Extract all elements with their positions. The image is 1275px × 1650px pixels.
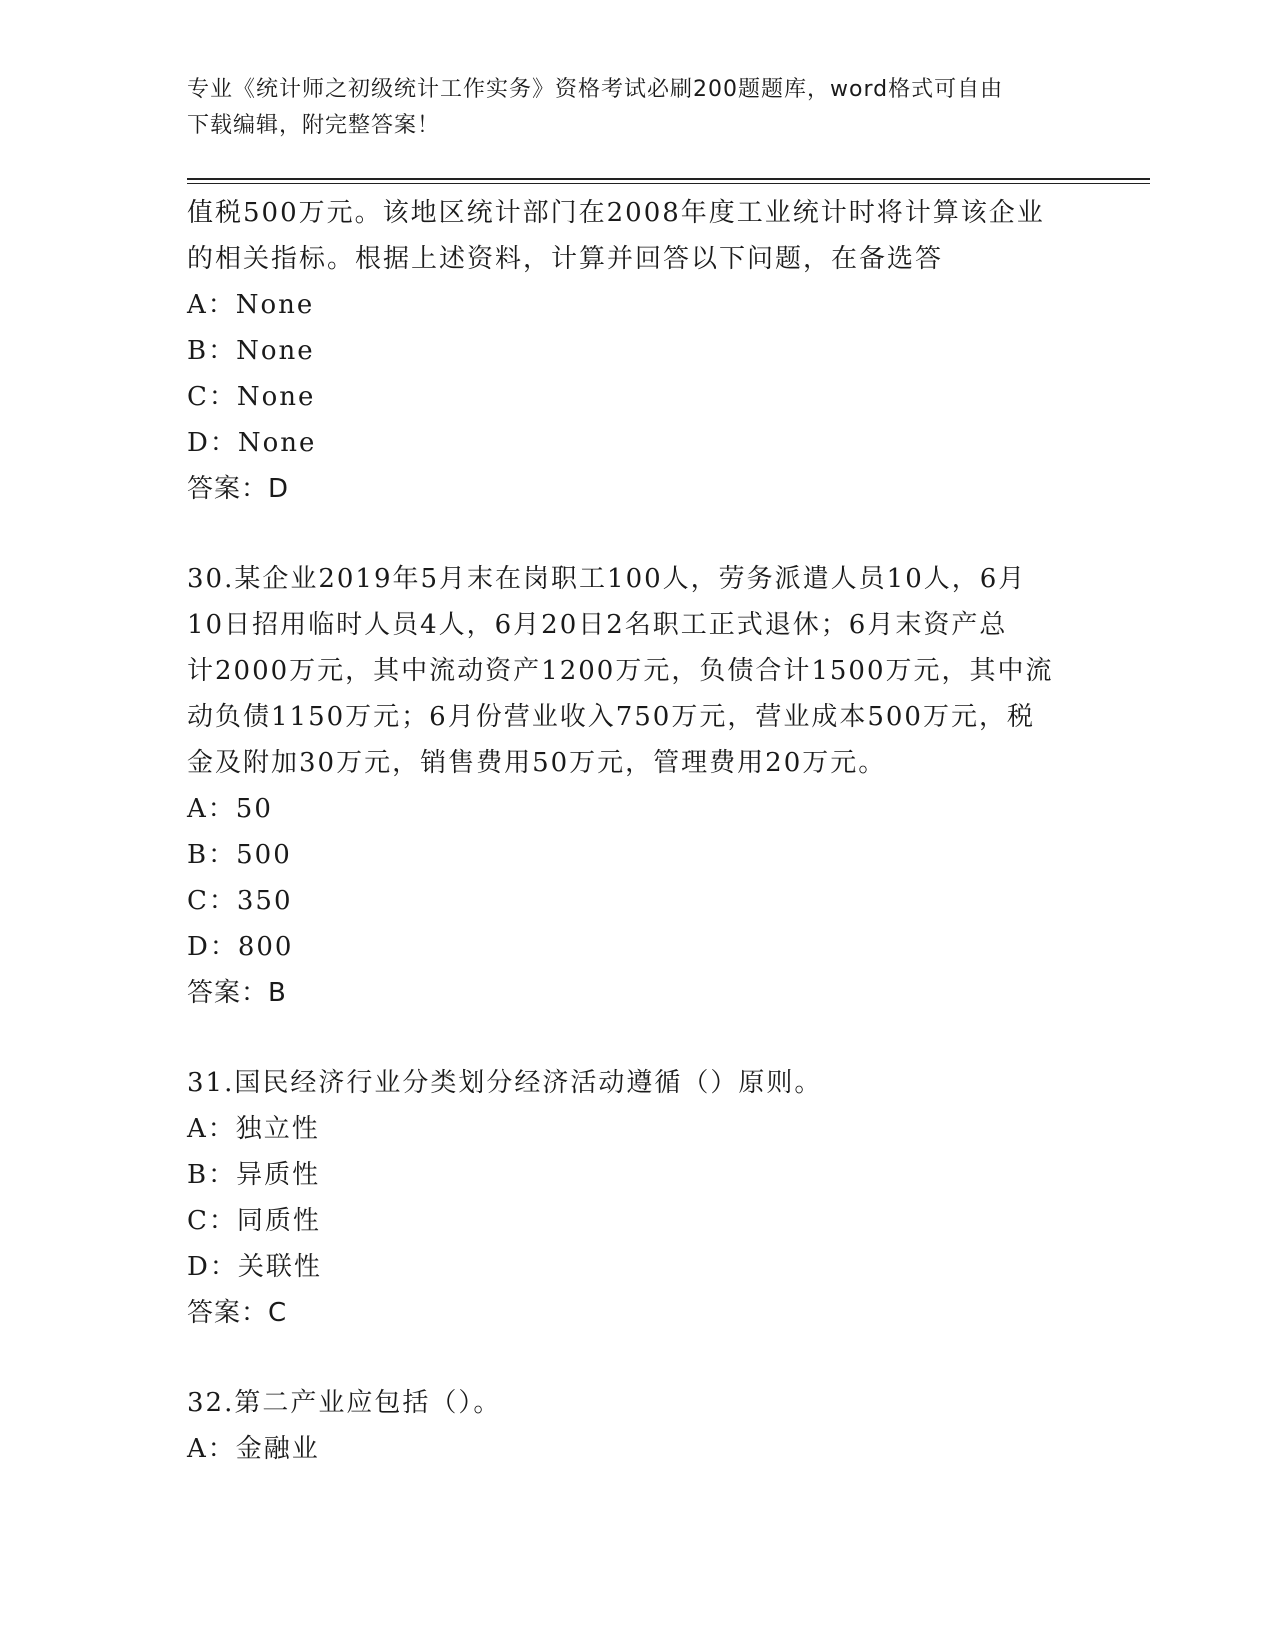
question-31	[187, 1060, 1087, 1336]
question-29-option-a: A：None	[187, 290, 315, 320]
question-30-option-c: C：350	[187, 886, 293, 916]
spacer	[187, 512, 1087, 556]
question-30-stem-line-1: 30.某企业2019年5月末在岗职工100人，劳务派遣人员10人，6月	[187, 564, 1027, 594]
question-30-stem-line-4: 动负债1150万元；6月份营业收入750万元，营业成本500万元，税	[187, 702, 1035, 732]
question-29-option-d: D：None	[187, 428, 317, 458]
header-divider-thick	[187, 178, 1150, 180]
document-header	[187, 72, 1087, 144]
header-line-1: 专业《统计师之初级统计工作实务》资格考试必刷200题题库，word格式可自由	[187, 77, 1004, 102]
question-30-stem-line-2: 10日招用临时人员4人，6月20日2名职工正式退休；6月末资产总	[187, 610, 1008, 640]
question-29-option-c: C：None	[187, 382, 316, 412]
question-29-stem-line-1: 值税500万元。该地区统计部门在2008年度工业统计时将计算该企业	[187, 198, 1045, 228]
question-30-stem-line-3: 计2000万元，其中流动资产1200万元，负债合计1500万元，其中流	[187, 656, 1054, 686]
question-30-option-b: B：500	[187, 840, 292, 870]
spacer	[187, 1336, 1087, 1380]
question-31-answer: 答案：C	[187, 1298, 288, 1328]
question-30-answer: 答案：B	[187, 978, 287, 1008]
question-29	[187, 190, 1087, 512]
question-29-answer: 答案：D	[187, 474, 290, 504]
question-30-option-d: D：800	[187, 932, 294, 962]
question-31-option-c: C：同质性	[187, 1206, 321, 1236]
question-29-stem-line-2: 的相关指标。根据上述资料，计算并回答以下问题，在备选答	[187, 244, 944, 274]
question-31-option-a: A：独立性	[187, 1114, 320, 1144]
question-30-option-a: A：50	[187, 794, 273, 824]
question-31-option-d: D：关联性	[187, 1252, 322, 1282]
question-31-stem: 31.国民经济行业分类划分经济活动遵循（）原则。	[187, 1068, 823, 1098]
question-31-option-b: B：异质性	[187, 1160, 321, 1190]
header-divider-thin	[187, 183, 1150, 184]
question-30	[187, 556, 1087, 1016]
question-32-option-a: A：金融业	[187, 1434, 320, 1464]
question-32	[187, 1380, 1087, 1472]
header-line-2: 下载编辑，附完整答案！	[187, 113, 441, 138]
question-30-stem-line-5: 金及附加30万元，销售费用50万元，管理费用20万元。	[187, 748, 887, 778]
question-32-stem: 32.第二产业应包括（）。	[187, 1388, 502, 1418]
question-29-option-b: B：None	[187, 336, 315, 366]
question-list	[187, 190, 1087, 1472]
spacer	[187, 1016, 1087, 1060]
